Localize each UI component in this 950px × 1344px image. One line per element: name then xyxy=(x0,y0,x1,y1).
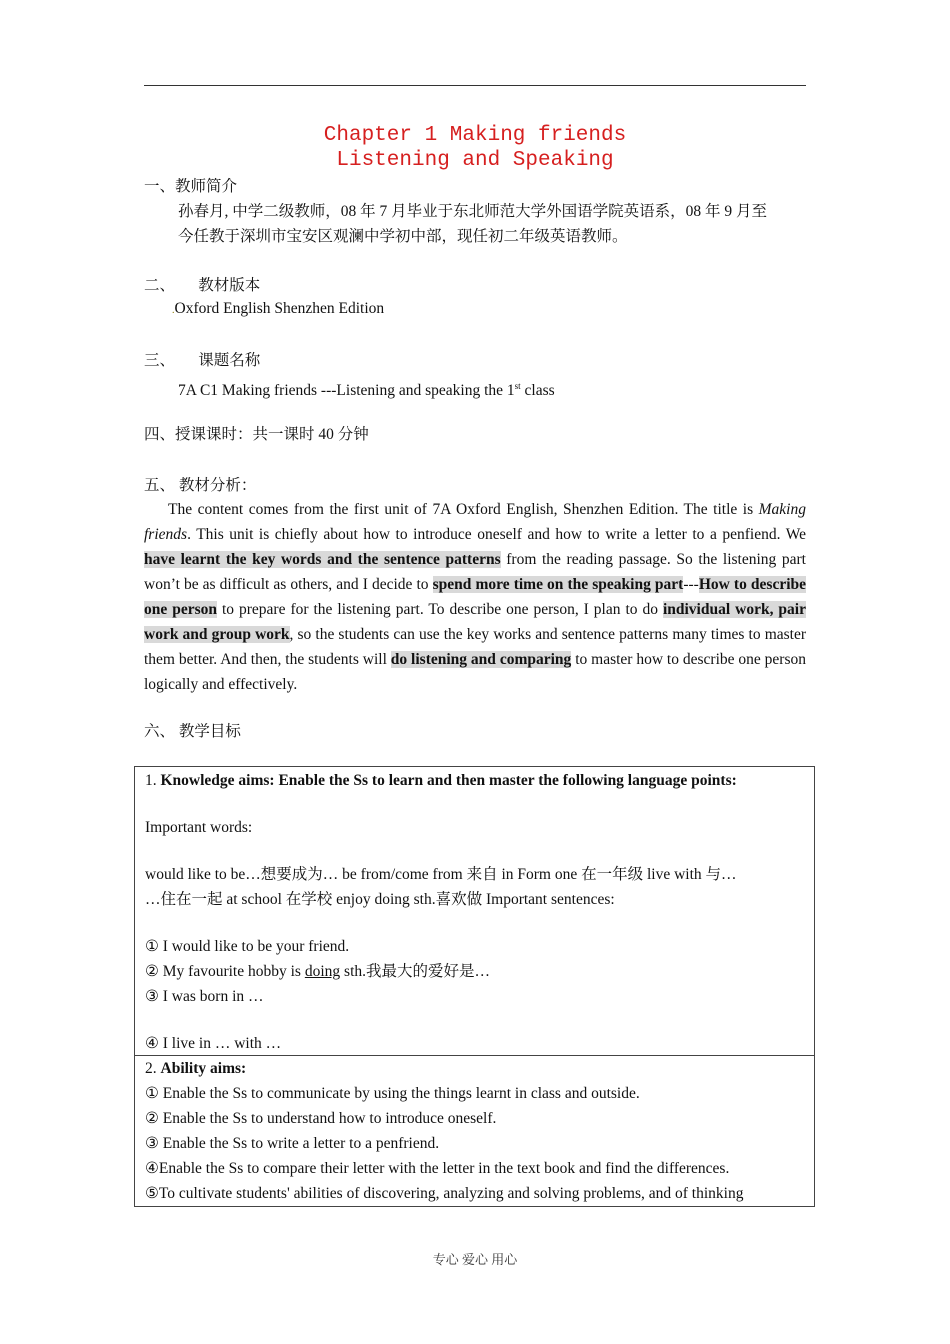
topic-text: 7A C1 Making friends ---Listening and speaking the 1st class xyxy=(178,381,555,400)
ability-item-4: ④Enable the Ss to compare their letter with the letter in the text book and find the differences. xyxy=(145,1160,730,1177)
ability-item-1: ① Enable the Ss to communicate by using the things learnt in class and outside. xyxy=(145,1085,640,1102)
words-line1: would like to be…想要成为… be from/come from 来自 in Form one 在一年级 live with 与… xyxy=(145,866,737,883)
highlight-speaking: spend more time on the speaking part xyxy=(432,576,684,593)
ability-item-5: ⑤To cultivate students' abilities of discovering, analyzing and solving problems, and of thinking xyxy=(145,1185,744,1202)
sentence-1: ① I would like to be your friend. xyxy=(145,938,350,955)
words-line2: …住在一起 at school 在学校 enjoy doing sth.喜欢做 Important sentences: xyxy=(145,891,615,908)
anchor-mark-icon: . xyxy=(172,305,175,316)
section-heading-analysis: 五、 教材分析： xyxy=(144,477,257,494)
sentence-2: ② My favourite hobby is doing sth.我最大的爱好是… xyxy=(145,963,490,980)
knowledge-aims-cell xyxy=(134,766,815,1056)
section-heading-objectives: 六、 教学目标 xyxy=(144,723,241,740)
section-heading-edition: 二、 教材版本 xyxy=(144,277,261,294)
highlight-key-words: have learnt the key words and the sentence patterns xyxy=(144,551,501,568)
page-title: Chapter 1 Making friends xyxy=(323,124,627,147)
knowledge-aims-title: 1. Knowledge aims: Enable the Ss to learn and then master the following language points: xyxy=(145,772,737,789)
important-words-label: Important words: xyxy=(145,819,253,836)
ability-aims-title: 2. Ability aims: xyxy=(145,1060,247,1077)
teacher-intro-line2: 今任教于深圳市宝安区观澜中学初中部，现任初二年级英语教师。 xyxy=(178,228,628,245)
header-rule xyxy=(144,85,806,86)
highlight-listening: do listening and comparing xyxy=(390,651,572,668)
sentence-3: ③ I was born in … xyxy=(145,988,264,1005)
sentence-4: ④ I live in … with … xyxy=(145,1035,282,1052)
section-heading-duration: 四、授课课时：共一课时 40 分钟 xyxy=(144,426,369,443)
section-heading-teacher: 一、教师简介 xyxy=(144,178,238,195)
ability-aims-cell xyxy=(134,1055,815,1207)
ability-item-3: ③ Enable the Ss to write a letter to a penfriend. xyxy=(145,1135,440,1152)
analysis-paragraph: The content comes from the first unit of 7A Oxford English, Shenzhen Edition. The title is Making friends. This unit is chiefly about how to introduce oneself and how to write a letter to a penfiend. We have learnt the key words and the sentence patterns from the reading passage. So the listening part won’t be as difficult as others, and I decide to spend more time on the speaking part---How to describe one person to prepare for the listening part. To describe one person, I plan to do individual work, pair work and group work, so the students can use the key works and sentence patterns many times to master them better. And then, the students will do listening and comparing to master how to describe one person logically and effectively. xyxy=(144,501,807,693)
highlight-describe: How to describe one person xyxy=(144,576,807,618)
page-footer: 专心 爱心 用心 xyxy=(432,1252,518,1267)
edition-text: .Oxford English Shenzhen Edition xyxy=(172,300,385,317)
section-heading-topic: 三、 课题名称 xyxy=(144,352,261,369)
highlight-work: individual work, pair work and group work xyxy=(144,601,806,643)
page-subtitle: Listening and Speaking xyxy=(336,149,614,172)
ability-item-2: ② Enable the Ss to understand how to introduce oneself. xyxy=(145,1110,497,1127)
teacher-intro-line1: 孙春月, 中学二级教师，08 年 7 月毕业于东北师范大学外国语学院英语系，08 年 9 月至 xyxy=(178,203,768,220)
